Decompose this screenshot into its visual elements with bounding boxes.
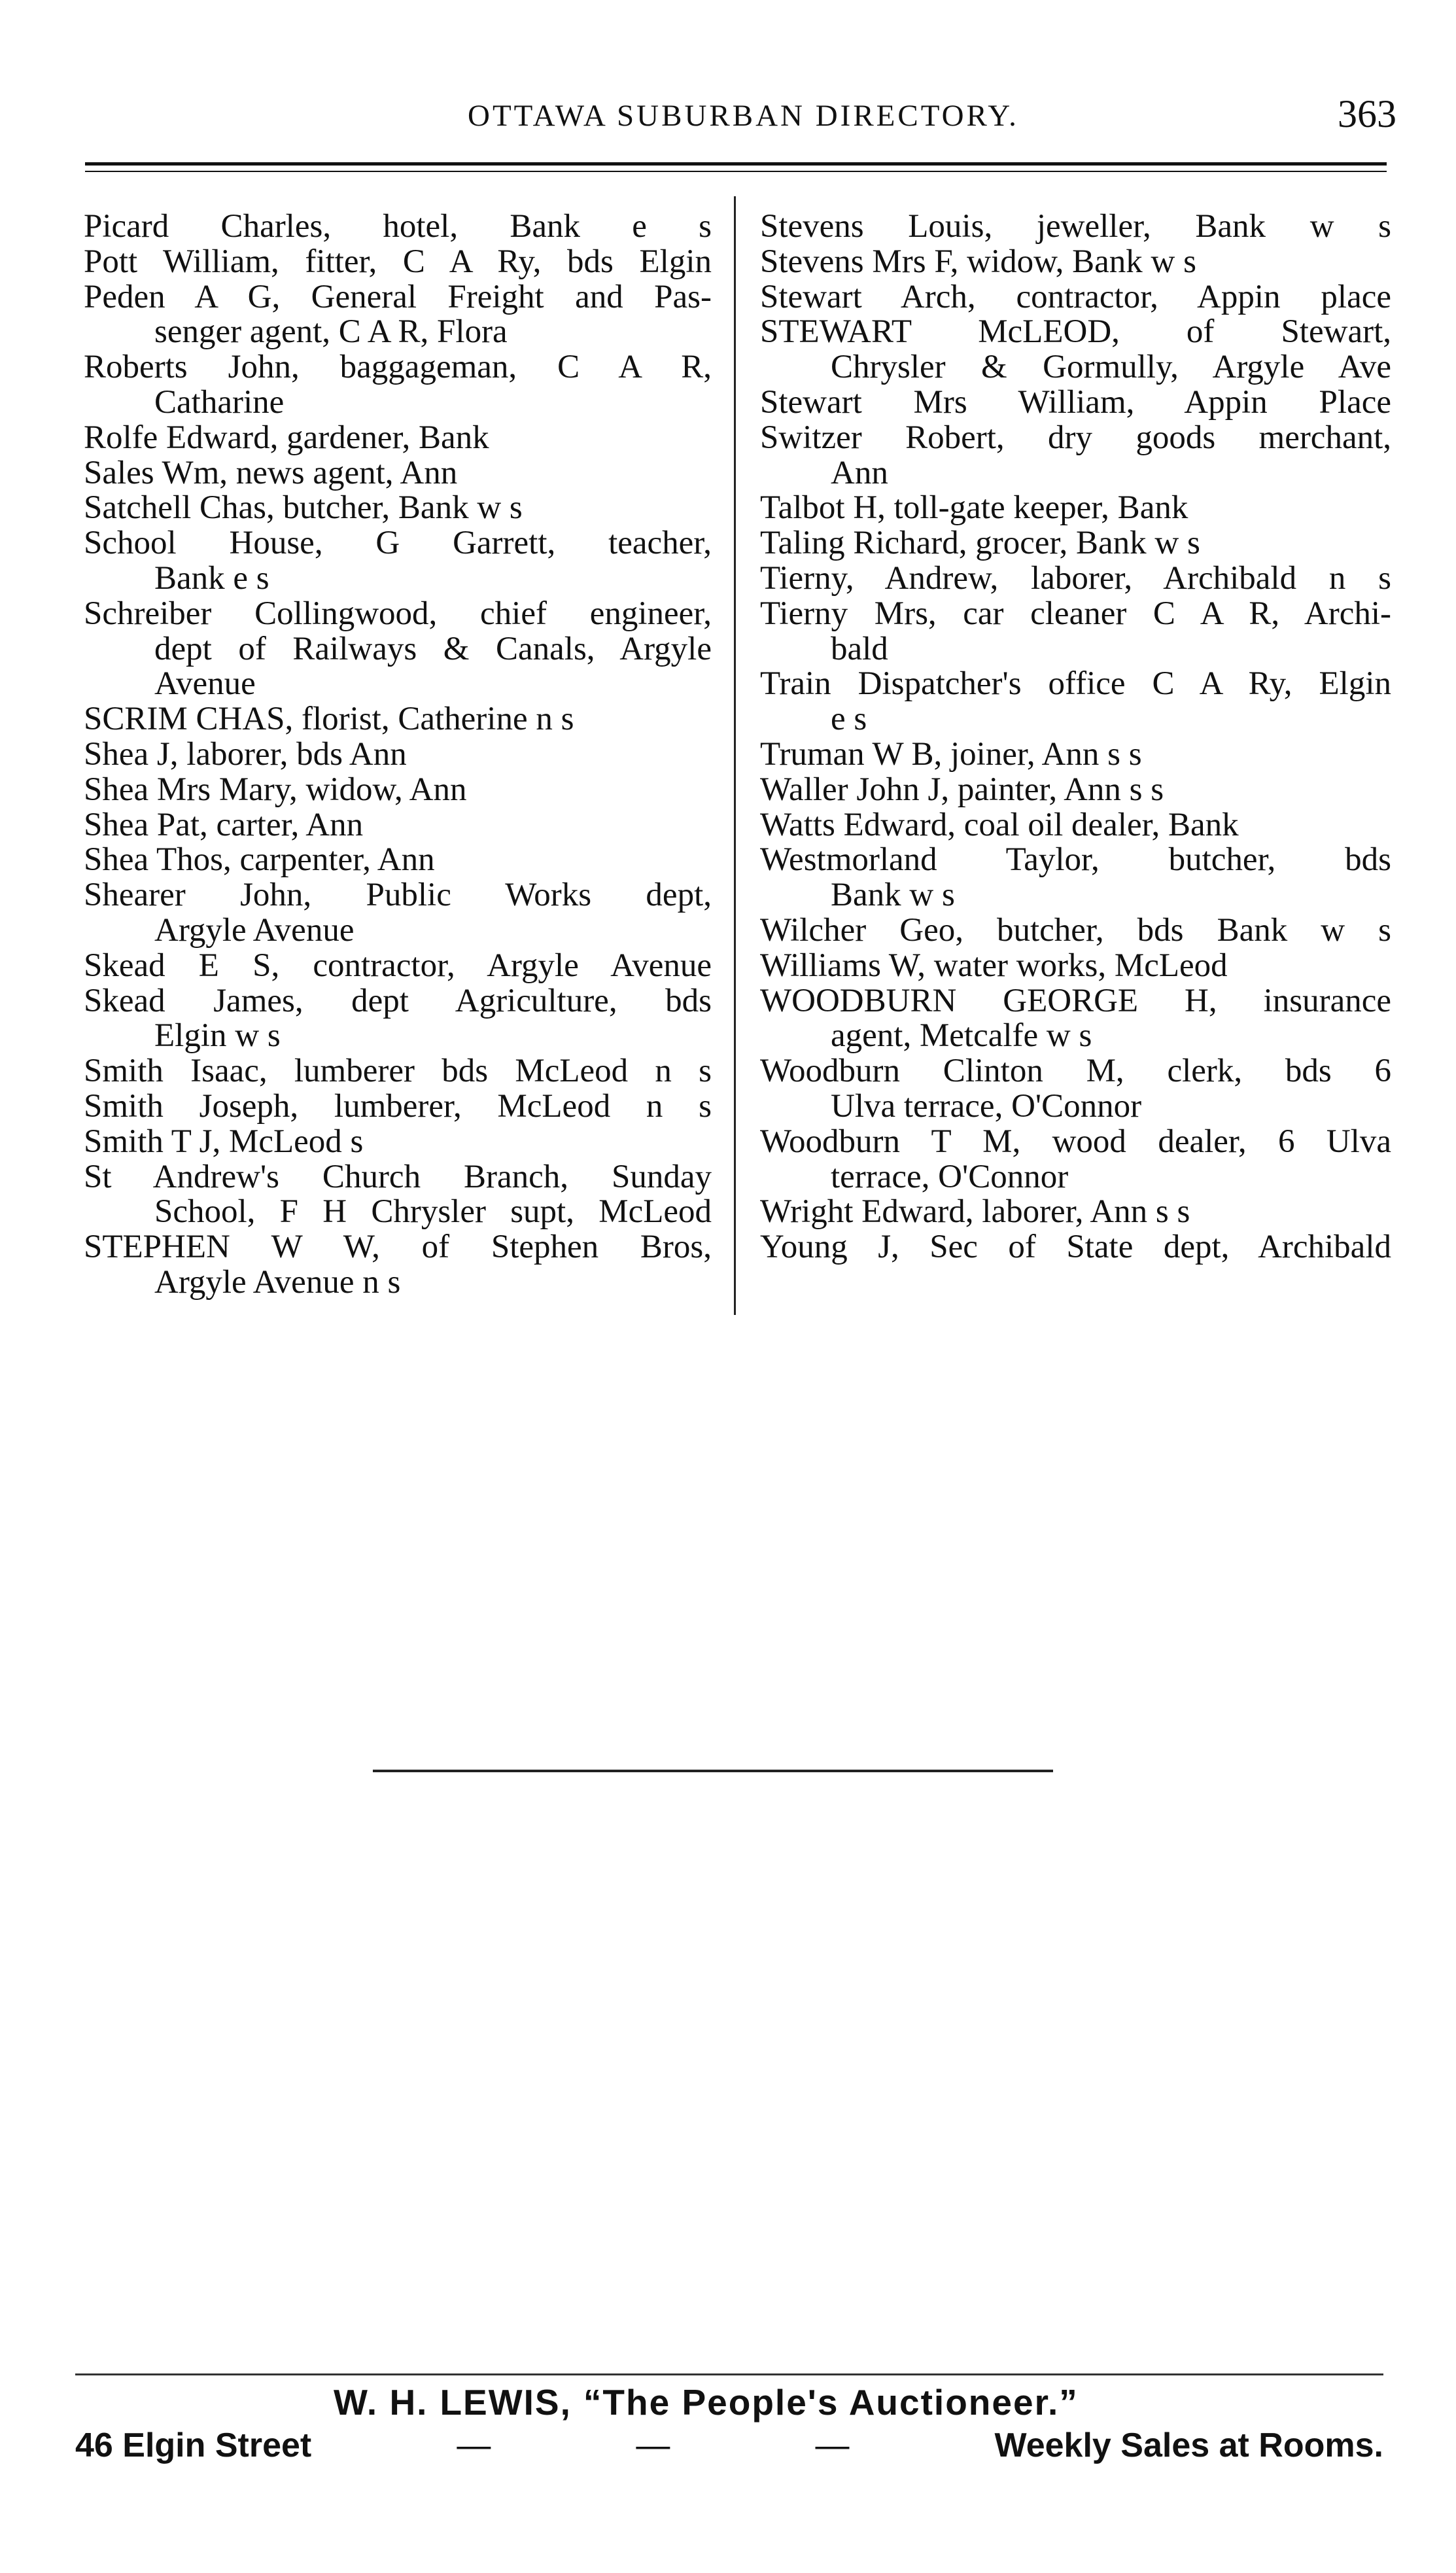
directory-entry-continuation: Argyle Avenue (154, 911, 355, 949)
directory-entry: Shea J, laborer, bds Ann (84, 735, 407, 773)
directory-entry-continuation: dept of Railways & Canals, Argyle (154, 630, 712, 667)
directory-entry: Woodburn Clinton M, clerk, bds 6 (760, 1053, 1391, 1090)
directory-entry: Shea Mrs Mary, widow, Ann (84, 771, 467, 808)
directory-entry: Schreiber Collingwood, chief engineer, (84, 595, 712, 632)
directory-entry-continuation: terrace, O'Connor (831, 1158, 1069, 1195)
directory-entry: Smith T J, McLeod s (84, 1123, 364, 1160)
header-rule (85, 162, 1387, 172)
directory-entry-continuation: Catharine (154, 383, 285, 421)
directory-entry: Train Dispatcher's office C A Ry, Elgin (760, 665, 1391, 703)
advertiser-initials: W. H. (334, 2382, 428, 2423)
directory-entry-continuation: agent, Metcalfe w s (831, 1017, 1092, 1055)
directory-entry: STEWART McLEOD, of Stewart, (760, 313, 1391, 351)
footer-rule (75, 2373, 1383, 2375)
directory-entry: Tierny, Andrew, laborer, Archibald n s (760, 559, 1391, 597)
directory-entry: Talbot H, toll-gate keeper, Bank (760, 489, 1188, 527)
advertisement-line (75, 2426, 1383, 2465)
directory-entry-continuation: Ann (831, 454, 888, 491)
directory-entry: Wilcher Geo, butcher, bds Bank w s (760, 911, 1391, 949)
advertiser-address: 46 Elgin Street (75, 2426, 312, 2464)
directory-entry: Taling Richard, grocer, Bank w s (760, 525, 1200, 562)
directory-entry: WOODBURN GEORGE H, insurance (760, 982, 1391, 1019)
directory-column-right (760, 209, 1391, 1265)
separator-dash: — (636, 2426, 670, 2464)
directory-entry: Waller John J, painter, Ann s s (760, 771, 1164, 808)
section-end-rule (373, 1770, 1053, 1772)
directory-entry: Roberts John, baggageman, C A R, (84, 349, 712, 386)
directory-entry: Sales Wm, news agent, Ann (84, 454, 458, 491)
directory-entry: Williams W, water works, McLeod (760, 947, 1228, 984)
directory-entry-continuation: Elgin w s (154, 1017, 281, 1055)
advertiser-surname: LEWIS, (440, 2382, 572, 2423)
directory-entry: Skead E S, contractor, Argyle Avenue (84, 947, 712, 984)
directory-entry: Skead James, dept Agriculture, bds (84, 982, 712, 1019)
page-number: 363 (1338, 92, 1396, 135)
advertisement-tagline: Weekly Sales at Rooms. (994, 2426, 1383, 2464)
directory-entry: Pott William, fitter, C A Ry, bds Elgin (84, 243, 712, 280)
directory-entry: Picard Charles, hotel, Bank e s (84, 208, 712, 245)
directory-entry: Woodburn T M, wood dealer, 6 Ulva (760, 1123, 1391, 1160)
directory-entry: Wright Edward, laborer, Ann s s (760, 1193, 1190, 1231)
directory-column-left (84, 209, 712, 1301)
directory-entry: Shearer John, Public Works dept, (84, 877, 712, 914)
directory-entry-continuation: Bank w s (831, 877, 955, 914)
directory-entry: Rolfe Edward, gardener, Bank (84, 419, 489, 456)
directory-entry: Switzer Robert, dry goods merchant, (760, 419, 1391, 456)
directory-entry: Westmorland Taylor, butcher, bds (760, 841, 1391, 879)
directory-entry: Smith Joseph, lumberer, McLeod n s (84, 1087, 712, 1125)
page-header (88, 79, 1396, 144)
directory-entry: Stewart Arch, contractor, Appin place (760, 278, 1391, 315)
running-title: OTTAWA SUBURBAN DIRECTORY. (468, 99, 1019, 133)
directory-entry-continuation: Chrysler & Gormully, Argyle Ave (831, 349, 1391, 386)
advertiser-slogan: “The People's Auctioneer.” (583, 2382, 1079, 2423)
advertisement-heading (334, 2381, 1090, 2423)
column-divider (734, 196, 736, 1315)
directory-entry-continuation: senger agent, C A R, Flora (154, 313, 508, 351)
directory-entry: Stewart Mrs William, Appin Place (760, 383, 1391, 421)
directory-entry: Young J, Sec of State dept, Archibald (760, 1229, 1391, 1266)
directory-entry-continuation: e s (831, 701, 867, 738)
directory-entry: Shea Thos, carpenter, Ann (84, 841, 435, 879)
separator-dash: — (457, 2426, 491, 2464)
directory-entry: St Andrew's Church Branch, Sunday (84, 1158, 712, 1195)
directory-entry: Peden A G, General Freight and Pas- (84, 278, 712, 315)
directory-entry: School House, G Garrett, teacher, (84, 525, 712, 562)
directory-entry: Stevens Louis, jeweller, Bank w s (760, 208, 1391, 245)
directory-entry: Smith Isaac, lumberer bds McLeod n s (84, 1053, 712, 1090)
directory-entry-continuation: School, F H Chrysler supt, McLeod (154, 1193, 712, 1231)
directory-entry-continuation: Bank e s (154, 559, 269, 597)
separator-dash: — (815, 2426, 850, 2464)
directory-entry: Truman W B, joiner, Ann s s (760, 735, 1142, 773)
directory-entry-continuation: Avenue (154, 665, 256, 703)
directory-entry: STEPHEN W W, of Stephen Bros, (84, 1229, 712, 1266)
directory-entry: Shea Pat, carter, Ann (84, 806, 364, 843)
directory-entry-continuation: Ulva terrace, O'Connor (831, 1087, 1142, 1125)
directory-entry: Watts Edward, coal oil dealer, Bank (760, 806, 1239, 843)
directory-entry: SCRIM CHAS, florist, Catherine n s (84, 701, 574, 738)
directory-entry: Satchell Chas, butcher, Bank w s (84, 489, 523, 527)
directory-entry: Tierny Mrs, car cleaner C A R, Archi- (760, 595, 1391, 632)
directory-entry: Stevens Mrs F, widow, Bank w s (760, 243, 1196, 280)
directory-entry-continuation: Argyle Avenue n s (154, 1263, 401, 1301)
directory-entry-continuation: bald (831, 630, 888, 667)
